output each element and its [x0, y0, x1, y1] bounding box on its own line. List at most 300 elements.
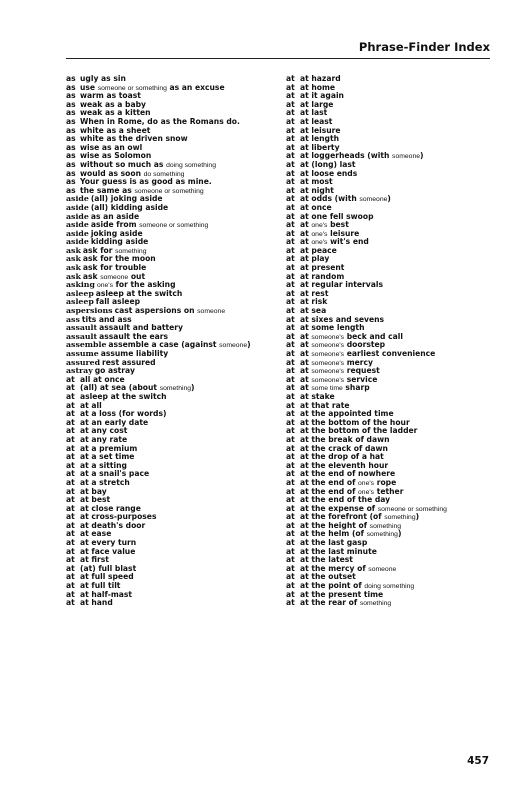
entry-keyword: at — [286, 125, 295, 135]
phrase-text: (all) kidding aside — [90, 202, 169, 212]
phrase-text: at play — [300, 254, 330, 264]
placeholder-text: something — [359, 600, 392, 608]
entry-keyword: at — [286, 91, 295, 101]
entry-keyword: ask — [66, 254, 81, 264]
phrase-text: doorstep — [344, 340, 386, 350]
entry-keyword: at — [286, 426, 295, 436]
placeholder-text: someone — [368, 565, 397, 573]
phrase-text: at it again — [300, 91, 344, 101]
phrase-text: out — [128, 271, 146, 281]
phrase-text: at a loss (for words) — [80, 409, 167, 419]
placeholder-text: someone's — [311, 368, 345, 376]
entry-keyword: at — [66, 581, 75, 591]
entry-keyword: at — [286, 572, 295, 582]
entry-keyword: as — [66, 116, 76, 126]
entry-keyword: at — [66, 598, 75, 608]
entry-keyword: at — [286, 202, 295, 212]
phrase-text: at the point of — [300, 581, 365, 591]
entry-keyword: at — [286, 400, 295, 410]
entry-keyword: at — [66, 538, 75, 548]
entry-keyword: at — [286, 177, 295, 187]
entry-keyword: at — [286, 237, 295, 247]
phrase-text: at the rear of — [300, 598, 360, 608]
running-header — [66, 40, 490, 59]
entry-keyword: at — [286, 495, 295, 505]
entry-keyword: at — [286, 460, 295, 470]
entry-keyword: as — [66, 99, 76, 109]
entry-keyword: at — [286, 538, 295, 548]
phrase-text: (all) joking aside — [90, 194, 163, 204]
placeholder-text: someone or something — [377, 505, 447, 513]
placeholder-text: something — [369, 522, 402, 530]
entry-keyword: aside — [66, 202, 89, 212]
phrase-text: at close range — [80, 503, 141, 513]
entry-keyword: as — [66, 82, 76, 92]
entry-keyword: as — [66, 185, 76, 195]
phrase-text: ask — [82, 271, 101, 281]
phrase-text: at sixes and sevens — [300, 314, 385, 324]
entry-keyword: at — [286, 374, 295, 384]
phrase-text: at peace — [300, 245, 337, 255]
phrase-text: ask for — [82, 245, 116, 255]
page-title: Phrase-Finder Index — [358, 40, 490, 54]
entry-keyword: at — [66, 469, 75, 479]
phrase-text: at the break of dawn — [300, 434, 390, 444]
entry-keyword: at — [286, 116, 295, 126]
entry-keyword: as — [66, 91, 76, 101]
entry-keyword: as — [66, 74, 76, 83]
phrase-text: ask for trouble — [82, 263, 147, 273]
phrase-text: ugly as sin — [80, 74, 126, 83]
entry-keyword: asleep — [66, 297, 94, 307]
entry-keyword: at — [286, 185, 295, 195]
phrase-text: at half-mast — [80, 589, 133, 599]
phrase-text: at best — [80, 495, 111, 505]
phrase-text: at leisure — [300, 125, 341, 135]
phrase-text: at home — [300, 82, 336, 92]
phrase-text: at the expense of — [300, 503, 378, 513]
phrase-text: without so much as — [80, 159, 167, 169]
entry-keyword: at — [286, 529, 295, 539]
phrase-text: go astray — [94, 366, 135, 376]
entry-keyword: as — [66, 168, 76, 178]
entry-keyword: at — [286, 546, 295, 556]
phrase-text: at sea — [300, 306, 327, 316]
entry-keyword: assault — [66, 331, 98, 341]
phrase-text: at a set time — [80, 452, 135, 462]
entry-keyword: ask — [66, 263, 81, 273]
phrase-text: weak as a baby — [80, 99, 146, 109]
phrase-text: service — [344, 374, 378, 384]
entry-keyword: at — [66, 417, 75, 427]
entry-keyword: at — [66, 546, 75, 556]
index-column-left — [66, 75, 281, 608]
phrase-text: at — [300, 237, 312, 247]
placeholder-text: something — [384, 514, 416, 522]
phrase-text: sharp — [342, 383, 370, 393]
index-column-right — [286, 75, 496, 608]
phrase-text: white as the driven snow — [80, 134, 188, 144]
placeholder-text: someone — [197, 308, 226, 316]
phrase-text: at — [300, 228, 312, 238]
entry-keyword: at — [286, 331, 295, 341]
phrase-text: the same as — [80, 185, 135, 195]
phrase-text: at odds (with — [300, 194, 360, 204]
entry-keyword: at — [286, 254, 295, 264]
phrase-text: ) — [387, 194, 391, 204]
phrase-text: When in Rome, do as the Romans do. — [80, 116, 240, 126]
entry-keyword: at — [66, 529, 75, 539]
phrase-text: at present — [300, 263, 345, 273]
phrase-text: wise as Solomon — [80, 151, 152, 161]
phrase-text: kidding aside — [90, 237, 149, 247]
entry-keyword: at — [66, 460, 75, 470]
entry-keyword: aside — [66, 220, 89, 230]
entry-phrase — [80, 598, 113, 607]
entry-keyword: at — [286, 280, 295, 290]
phrase-text: at once — [300, 202, 332, 212]
entry-keyword: asking — [66, 280, 95, 290]
phrase-text: at — [300, 340, 312, 350]
entry-phrase — [300, 598, 391, 607]
phrase-text: (all) at sea (about — [80, 383, 160, 393]
entry-keyword: at — [286, 263, 295, 273]
entry-keyword: at — [66, 477, 75, 487]
entry-keyword: at — [286, 469, 295, 479]
placeholder-text: someone or something — [139, 222, 209, 230]
entry-keyword: at — [66, 589, 75, 599]
phrase-text: at any cost — [80, 426, 128, 436]
phrase-text: at the latest — [300, 555, 353, 565]
entry-keyword: at — [66, 426, 75, 436]
phrase-text: at first — [80, 555, 109, 565]
phrase-text: at rest — [300, 288, 329, 298]
entry-keyword: at — [286, 74, 295, 83]
phrase-text: at — [300, 383, 312, 393]
entry-keyword: at — [286, 228, 295, 238]
phrase-text: ) — [191, 383, 195, 393]
placeholder-text: someone — [359, 196, 388, 204]
phrase-text: warm as toast — [80, 91, 141, 101]
phrase-text: at — [300, 357, 312, 367]
entry-keyword: as — [66, 177, 76, 187]
phrase-text: assault and battery — [99, 323, 183, 333]
phrase-text: at the mercy of — [300, 563, 369, 573]
phrase-text: at an early date — [80, 417, 149, 427]
phrase-text: at most — [300, 177, 333, 187]
phrase-text: at bay — [80, 486, 107, 496]
phrase-text: at full speed — [80, 572, 134, 582]
entry-keyword: at — [66, 409, 75, 419]
entry-keyword: at — [286, 211, 295, 221]
entry-keyword: at — [286, 134, 295, 144]
phrase-text: at the end of nowhere — [300, 469, 396, 479]
placeholder-text: doing something — [364, 583, 415, 591]
phrase-text: ) — [420, 151, 424, 161]
phrase-text: best — [327, 220, 349, 230]
entry-keyword: at — [286, 168, 295, 178]
phrase-text: at — [300, 349, 312, 358]
entry-keyword: at — [286, 306, 295, 316]
phrase-text: at — [300, 220, 312, 230]
placeholder-text: something — [159, 385, 192, 393]
phrase-text: at stake — [300, 391, 335, 401]
phrase-text: wise as an owl — [80, 142, 143, 152]
phrase-text: tether — [374, 486, 404, 496]
phrase-text: at large — [300, 99, 334, 109]
phrase-text: at risk — [300, 297, 328, 307]
placeholder-text: something — [366, 531, 398, 539]
phrase-text: at the drop of a hat — [300, 452, 384, 462]
phrase-text: at the eleventh hour — [300, 460, 389, 470]
phrase-text: for the asking — [112, 280, 176, 290]
phrase-text: at a sitting — [80, 460, 127, 470]
phrase-text: at loose ends — [300, 168, 358, 178]
entry-keyword: at — [286, 245, 295, 255]
phrase-text: assume liability — [100, 349, 169, 358]
phrase-text: at the forefront (of — [300, 512, 385, 522]
phrase-text: at length — [300, 134, 340, 144]
phrase-text: mercy — [344, 357, 373, 367]
entry-keyword: aside — [66, 228, 89, 238]
phrase-text: at random — [300, 271, 345, 281]
phrase-text: at a stretch — [80, 477, 130, 487]
phrase-text: at the height of — [300, 520, 370, 530]
entry-keyword: at — [286, 503, 295, 513]
entry-keyword: at — [66, 512, 75, 522]
phrase-text: at night — [300, 185, 334, 195]
phrase-text: at least — [300, 116, 333, 126]
entry-keyword: at — [286, 108, 295, 118]
phrase-text: at death's door — [80, 520, 146, 530]
phrase-text: at the last minute — [300, 546, 377, 556]
phrase-text: at full tilt — [80, 581, 121, 591]
entry-keyword: at — [286, 589, 295, 599]
placeholder-text: someone or something — [97, 84, 167, 92]
placeholder-text: some time — [311, 385, 343, 393]
phrase-text: all at once — [80, 374, 125, 384]
phrase-text: at one fell swoop — [300, 211, 374, 221]
entry-keyword: as — [66, 134, 76, 144]
phrase-text: white as a sheet — [80, 125, 151, 135]
entry-keyword: at — [286, 297, 295, 307]
placeholder-text: someone's — [311, 376, 345, 384]
phrase-text: assemble a case (against — [108, 340, 220, 350]
entry-keyword: at — [66, 563, 75, 573]
phrase-text: at hazard — [300, 74, 341, 83]
placeholder-text: one's — [311, 222, 328, 230]
phrase-text: as an aside — [90, 211, 140, 221]
entry-keyword: at — [286, 159, 295, 169]
entry-keyword: at — [286, 391, 295, 401]
placeholder-text: someone's — [311, 359, 345, 367]
placeholder-text: one's — [311, 239, 328, 247]
phrase-text: asleep at the switch — [80, 391, 167, 401]
entry-keyword: aside — [66, 211, 89, 221]
entry-keyword: at — [286, 340, 295, 350]
phrase-text: rope — [374, 477, 397, 487]
placeholder-text: someone's — [311, 342, 345, 350]
placeholder-text: someone's — [311, 351, 345, 358]
phrase-text: at hand — [80, 598, 113, 608]
entry-keyword: at — [66, 452, 75, 462]
entry-keyword: assemble — [66, 340, 107, 350]
phrase-text: beck and call — [344, 331, 403, 341]
entry-keyword: at — [286, 409, 295, 419]
phrase-text: leisure — [327, 228, 360, 238]
page-number: 457 — [467, 755, 489, 767]
entry-keyword: at — [286, 366, 295, 376]
entry-keyword: as — [66, 142, 76, 152]
phrase-text: joking aside — [90, 228, 143, 238]
entry-keyword: at — [286, 288, 295, 298]
phrase-text: at — [300, 331, 312, 341]
entry-keyword: at — [286, 581, 295, 591]
placeholder-text: something — [115, 247, 147, 255]
phrase-text: at cross-purposes — [80, 512, 157, 522]
phrase-text: at a premium — [80, 443, 138, 453]
phrase-text: (at) full blast — [80, 563, 137, 573]
entry-keyword: at — [66, 486, 75, 496]
phrase-text: at every turn — [80, 538, 137, 548]
phrase-text: fall asleep — [95, 297, 141, 307]
entry-keyword: at — [286, 220, 295, 230]
entry-keyword: at — [286, 271, 295, 281]
placeholder-text: one's — [311, 230, 328, 238]
phrase-text: at that rate — [300, 400, 350, 410]
entry-keyword: aspersions — [66, 306, 113, 316]
placeholder-text: one's — [358, 488, 375, 496]
entry-keyword: at — [286, 194, 295, 204]
placeholder-text: someone or something — [134, 187, 204, 195]
entry-keyword: at — [286, 99, 295, 109]
phrase-text: at — [300, 366, 312, 376]
placeholder-text: someone — [392, 153, 421, 161]
entry-keyword: assume — [66, 349, 99, 358]
phrase-text: at regular intervals — [300, 280, 383, 290]
phrase-text: wit's end — [327, 237, 369, 247]
entry-keyword: at — [286, 512, 295, 522]
phrase-text: use — [80, 82, 98, 92]
entry-keyword: at — [66, 391, 75, 401]
placeholder-text: someone — [219, 342, 248, 350]
entry-keyword: at — [286, 443, 295, 453]
phrase-text: aside from — [90, 220, 140, 230]
entry-keyword: at — [66, 443, 75, 453]
entry-keyword: as — [66, 159, 76, 169]
entry-keyword: ask — [66, 245, 81, 255]
entry-keyword: at — [66, 434, 75, 444]
phrase-text: at the end of — [300, 477, 359, 487]
entry-keyword: at — [66, 383, 75, 393]
phrase-text: ) — [415, 512, 420, 522]
phrase-text: ) — [397, 529, 402, 539]
entry-keyword: as — [66, 108, 76, 118]
entry-keyword: at — [286, 520, 295, 530]
entry-keyword: at — [66, 503, 75, 513]
phrase-text: at loggerheads (with — [300, 151, 393, 161]
placeholder-text: do something — [143, 170, 185, 178]
phrase-text: tits and ass — [81, 314, 132, 324]
entry-keyword: astray — [66, 366, 93, 376]
entry-keyword: asleep — [66, 288, 94, 298]
phrase-text: assault the ears — [99, 331, 169, 341]
entry-keyword: at — [286, 477, 295, 487]
entry-keyword: at — [286, 314, 295, 324]
phrase-text: at liberty — [300, 142, 340, 152]
phrase-text: Your guess is as good as mine. — [80, 177, 212, 187]
phrase-text: rest assured — [102, 357, 156, 367]
entry-keyword: at — [286, 555, 295, 565]
phrase-text: weak as a kitten — [80, 108, 151, 118]
phrase-text: at the present time — [300, 589, 384, 599]
phrase-text: at any rate — [80, 434, 128, 444]
phrase-text: at ease — [80, 529, 112, 539]
entry-keyword: at — [286, 434, 295, 444]
placeholder-text: someone's — [311, 333, 345, 341]
entry-keyword: at — [286, 598, 295, 608]
entry-keyword: as — [66, 125, 76, 135]
entry-keyword: at — [286, 151, 295, 161]
phrase-text: ask for the moon — [82, 254, 156, 264]
phrase-text: at all — [80, 400, 102, 410]
phrase-text: at the bottom of the hour — [300, 417, 410, 427]
entry-keyword: as — [66, 151, 76, 161]
phrase-text: request — [344, 366, 380, 376]
entry-keyword: at — [286, 383, 295, 393]
phrase-text: at a snail's pace — [80, 469, 150, 479]
phrase-text: as an excuse — [166, 82, 225, 92]
entry-keyword: aside — [66, 194, 89, 204]
entry-keyword: aside — [66, 237, 89, 247]
phrase-text: ) — [247, 340, 251, 350]
entry-keyword: at — [286, 357, 295, 367]
phrase-text: earliest convenience — [344, 349, 436, 358]
entry-keyword: at — [66, 374, 75, 384]
phrase-text: at the end of the day — [300, 495, 391, 505]
phrase-text: would as soon — [80, 168, 144, 178]
entry-keyword: ass — [66, 314, 80, 324]
placeholder-text: one's — [96, 282, 113, 290]
placeholder-text: doing something — [166, 161, 216, 169]
phrase-text: cast aspersions on — [114, 306, 198, 316]
entry-keyword: at — [286, 323, 295, 333]
phrase-text: at — [300, 374, 312, 384]
placeholder-text: one's — [358, 479, 375, 487]
phrase-text: at the outset — [300, 572, 356, 582]
entry-keyword: at — [286, 82, 295, 92]
phrase-text: at some length — [300, 323, 365, 333]
index-entry — [66, 599, 281, 608]
phrase-text: at the appointed time — [300, 409, 394, 419]
phrase-text: at last — [300, 108, 328, 118]
entry-keyword: ask — [66, 271, 81, 281]
phrase-text: at the end of — [300, 486, 359, 496]
entry-keyword: at — [286, 142, 295, 152]
phrase-text: at the last gasp — [300, 538, 368, 548]
phrase-text: at the bottom of the ladder — [300, 426, 418, 436]
phrase-text: at the crack of dawn — [300, 443, 388, 453]
phrase-text: at (long) last — [300, 159, 356, 169]
entry-keyword: at — [286, 417, 295, 427]
phrase-text: at the helm (of — [300, 529, 367, 539]
entry-keyword: at — [286, 486, 295, 496]
phrase-text: at face value — [80, 546, 136, 556]
entry-keyword: at — [286, 563, 295, 573]
entry-keyword: at — [286, 349, 295, 358]
phrase-text: asleep at the switch — [95, 288, 183, 298]
entry-keyword: at — [66, 495, 75, 505]
